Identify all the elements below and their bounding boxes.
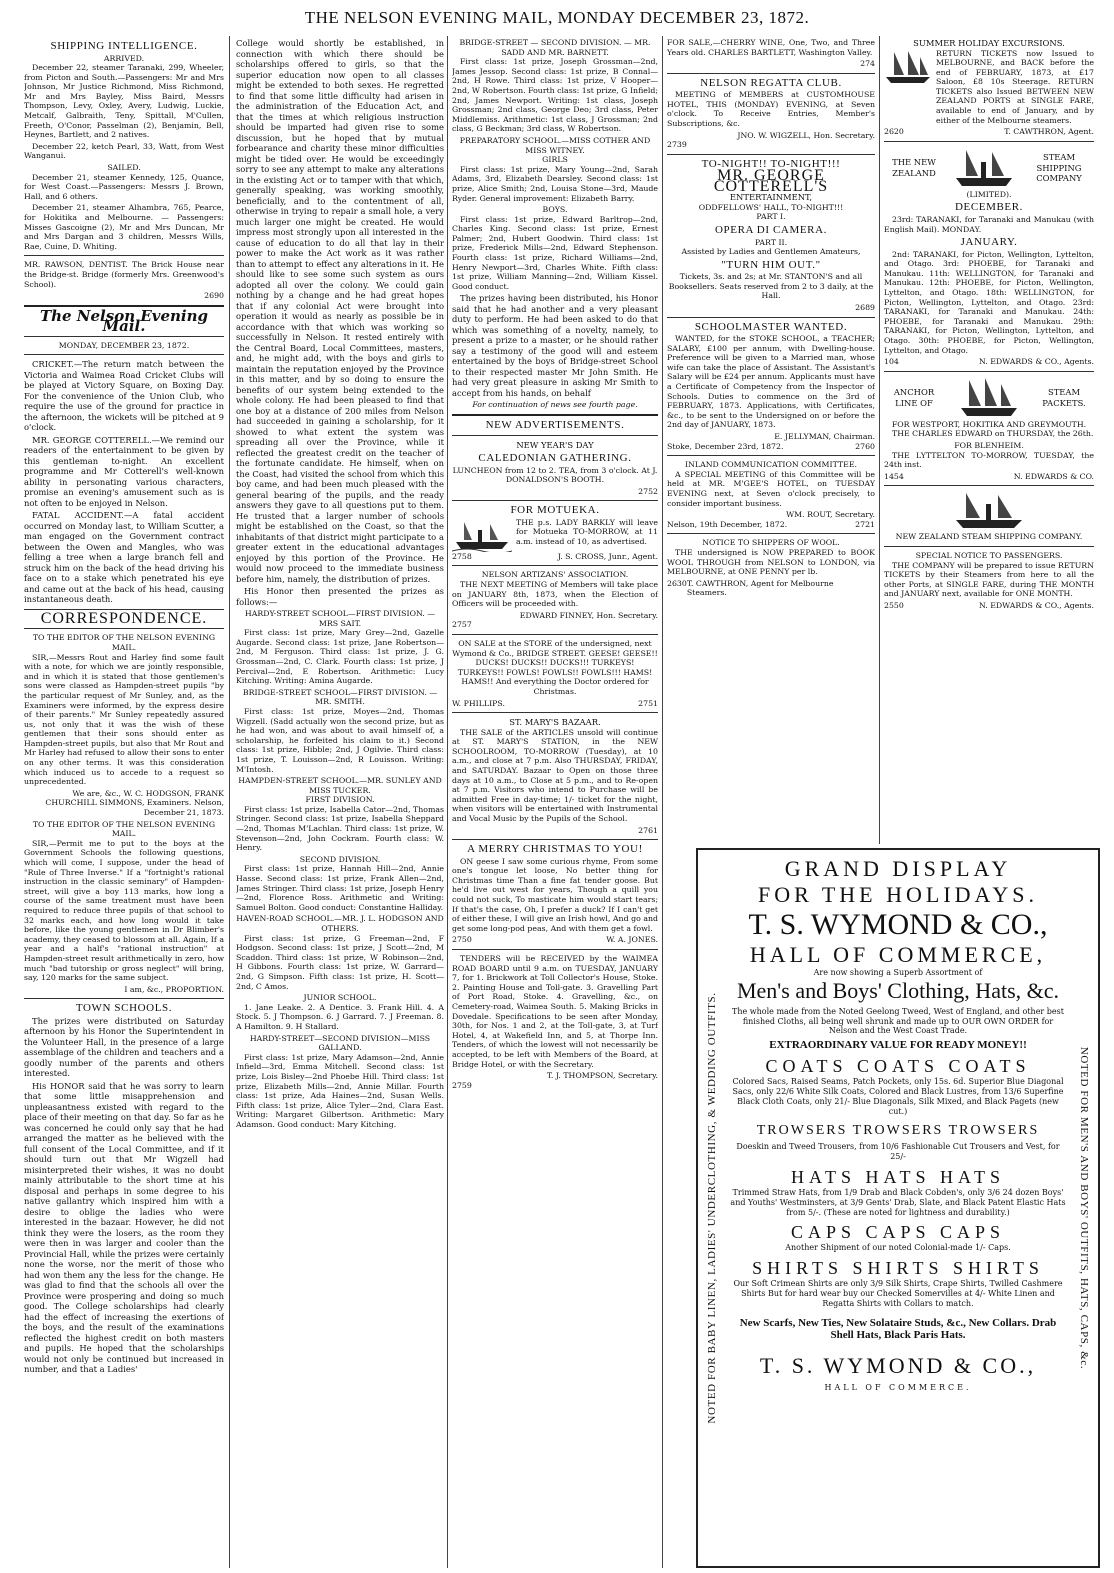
divider [667,317,875,318]
prep-heading: PREPARATORY SCHOOL.—MISS COTHER AND MISS WITNEY. [459,135,651,155]
geese-number: 2751 [638,698,658,708]
divider [667,455,875,456]
hardy-first-heading: HARDY-STREET SCHOOL—FIRST DIVISION. —MRS SAIT. [244,609,436,628]
wine-number: 274 [860,59,875,69]
regatta-signature: JNO. W. WIGZELL, Hon. Secretary. [737,130,875,140]
inland-heading: INLAND COMMUNICATION COMMITTEE. [684,460,857,470]
paper-logo: The Nelson Evening Mail. [39,306,209,336]
paper-date: MONDAY, DECEMBER 23, 1872. [58,340,190,350]
assisted-text: Assisted by Ladies and Gentlemen Amateurs, [681,247,861,257]
wool-signature: T. CAWTHRON, Agent for Melbourne Steamers. [686,578,834,598]
divider [24,336,224,337]
christmas-signature: W. A. JONES. [606,935,658,945]
prep-girls-label: GIRLS [542,155,568,165]
wymond-name: T. S. WYMOND & CO., [748,908,1048,941]
hats-list: Trimmed Straw Hats, from 1/9 Drab and Black Cobden's, only 3/6 24 dozen Boys' and Youths' Westminsters, at 3/9 Gents' Drab, Slate, and Black Patent Elastic Hats from 5/-. (These are noted for lightness and durability.) [730,1187,1066,1217]
coats-list: Colored Sacs, Raised Seams, Patch Pockets, only 15s. 6d. Superior Blue Diagonal Sacs, only 22/6 White Silk Coats, Colored and Black Lustres, from 13/6 Superfine Black Cloth Coats, only 21/- Blue Diagonals, Silk Mixed, and Black Pagets (new cut.) [732,1077,1064,1116]
column-rule [229,36,230,1568]
letter-2-address: TO THE EDITOR OF THE NELSON EVENING MAIL. [32,819,216,839]
town-schools-heading: TOWN SCHOOLS. [75,1002,173,1015]
motueka-number: 2758 [452,551,472,561]
schools-closing: The prizes having been distributed, his Honor said that he had another and a very pleasant duty to perform. He had been asked to do that which was something of a novelty, namely, to present a prize to a master, or he should rather say a testimony of the good will and esteem entertained by the boys of Bridge-street School to their respected master Mr John Smith. He had very great pleasure in asking Mr Smith to accept from his hands, on behalf [452,293,658,398]
hardy-first-list: First class: 1st prize, Mary Grey—2nd, Gazelle Augarde. Second class: 1st prize, Jane Robertson—2nd, M Ferguson. Third class: 1st prize, J. G. Grossman—2nd, C. Clark. Fourth class: 1st prize, J Percival—2nd, E Robertson. Arithmetic: Lucy Kitching. Writing: Amina Augarde. [236,628,444,686]
continuation-note: For continuation of news see fourth page. [472,400,638,410]
steamer-icon [452,518,512,552]
bridge-second-heading: BRIDGE-STREET — SECOND DIVISION. — MR. SADD AND MR. BARNETT. [459,38,651,57]
schools-paragraph-4: His Honor then presented the prizes as follows:— [236,586,444,607]
letter-2-signature: I am, &c., PROPORTION. [124,984,224,994]
january-sailings: 2nd: TARANAKI, for Picton, Wellington, Lyttelton, and Otago. 3rd: PHOEBE, for Taranaki and Manukau. 11th: WELLINGTON, for Taranaki and Manukau. 12th: PHOEBE, for Picton, Wellington, Lyttelton, and Otago. 18th: WELLINGTON, for Picton, Wellington, Lyttelton, and Otago. 23rd: TARANAKI, for Taranaki and Manukau. 24th: PHOEBE, for Taranaki and Manukau. 29th: TARANAKI, for Picton, Wellington, Lyttelton, and Otago. 30th: PHOEBE, for Picton, Wellington, Lyttelton, and Otago. [884,249,1094,355]
haven-list: First class: 1st prize, G Freeman—2nd, F Hodgson. Second class: 1st prize, J Scott—2nd, M Scaddon. Third class: 1st prize, W Robinson—2nd, H Gibbons. Fourth class: 1st prize, W. Garrard—2nd, G Simpson. Fifth class: 1st prize, H. Scott—2nd, C Amos. [236,933,444,991]
bazaar-number: 2761 [638,825,658,835]
nz-number: 104 [884,357,899,367]
column-1 [24,38,224,1568]
steamship-icon [954,146,1014,190]
divider [884,371,1094,372]
bridge-second-list: First class: 1st prize, Joseph Grossman—2nd, James Jessop. Second class: 1st prize, B Connal—2nd, H Rowe. Third class: 1st prize, V Hooper—2nd, W Robertson. Fourth class: 1st prize, G Infield; 2nd, James Newport. Writing: 1st class, Joseph Grossman; 2nd class, George Deo; 3rd class, Peter Middlemiss. Arithmetic: 1st class, J Grossman; 2nd class, G Beckman; 3rd class, W Robertson. [452,57,658,134]
artizans-signature: EDWARD FINNEY, Hon. Secretary. [519,610,658,620]
shipping-heading: SHIPPING INTELLIGENCE. [50,40,198,52]
showing-text: Are now showing a Superb Assortment of [813,968,983,977]
nz-company-left: THE NEW ZEALAND [892,157,936,178]
december-heading: DECEMBER. [954,201,1024,214]
motueka-signature: J. S. CROSS, Junr., Agent. [557,551,658,561]
hardy-second-heading: HARDY-STREET—SECOND DIVISION—MISS GALLAND. [249,1033,431,1053]
column-2 [236,38,444,1568]
hampden-first-division: FIRST DIVISION. [305,795,375,805]
right-vertical-text: NOTED FOR MEN'S AND BOYS' OUTFITS, HATS, CAPS, &c. [1078,1046,1090,1370]
divider [452,414,658,416]
schoolmaster-heading: SCHOOLMASTER WANTED. [694,320,848,333]
special-heading: SPECIAL NOTICE TO PASSENGERS. [915,550,1063,560]
packet-ship-icon [959,376,1019,420]
geese-ad: ON SALE at the STORE of the undersigned, next Wymond & Co., BRIDGE STREET. GEESE! GEESE!! DUCKS! DUCKS!! DUCKS!!! TURKEYS! TURKEYS!! FOWLS! FOWLS!! FOWLS!!! HAMS! HAMS!! And everything the Doctor ordered for Christmas. [452,638,658,696]
wool-text: THE undersigned is NOW PREPARED to BOOK WOOL THROUGH from NELSON to LONDON, via MELBOURNE, at ONE PENNY per lb. [667,547,875,577]
divider [452,839,658,840]
part-1: PART I. [756,212,786,222]
caledonian-number: 2752 [638,486,658,496]
christmas-poem: ON geese I saw some curious rhyme, From some one's tongue let loose, No better thing for Christmas time Than a fine fat tender goose. But he'd live out west for years, Though a quill you could not suck, To masticate him would start tears; If that's the case, Oh, I prefer a duck? If I can't get of either these, I will give an Irish howl, And go and get some long-pod peas, And with them get a fowl. [452,856,658,933]
anchor-right: STEAM PACKETS. [1042,387,1086,408]
special-text: THE COMPANY will be prepared to issue RETURN TICKETS by their Steamers from here to all the other Ports, at SINGLE FARE, during THE MONTH and JANUARY next, available for ONE MONTH. [884,560,1094,599]
anchor-number: 1454 [884,471,904,481]
artizans-text: THE NEXT MEETING of Members will take place on JANUARY 8th, 1873, when the Election of Officers will be proceeded with. [452,580,658,609]
divider [667,533,875,534]
nz-company-right: STEAM SHIPPING COMPANY [1036,152,1082,184]
column-rule [879,36,880,844]
sailed-text-2: December 21, steamer Alhambra, 765, Pearce, for Hokitika and Melbourne. — Passengers: Misses Gascoigne (2), Mr and Mrs Duncan, Mr and Mrs Dargan and 3 children, Messrs Wills, Rae, Cuine, D. Whiting. [24,203,224,251]
arrived-label: ARRIVED. [103,53,145,63]
column-5 [884,38,1094,846]
new-years-day: NEW YEAR'S DAY [516,439,594,450]
divider [24,998,224,999]
nz-signature: N. EDWARDS & CO., Agents. [978,357,1094,367]
divider [667,154,875,155]
junior-list: 1. Jane Leake. 2. A Dentice. 3. Frank Hill. 4. A Stock. 5. J Thompson. 6. J Garrard. 7. J Freeman. 8. A Hamilton. 9. H Stallard. [236,1002,444,1031]
column-3 [452,38,658,1568]
divider [24,255,224,256]
hardy-second-list: First class: 1st prize, Mary Adamson—2nd, Annie Infield—3rd, Emma Mitchell. Second class: 1st prize, Lois Bisley—2nd Phoebe Hill. Third class: 1st prize, Elizabeth Mills—2nd, Annie Millar. Fourth class: 1st prize, Ada Haines—2nd, Susan Wells. Fifth class: 1st prize, Alice Tyler—2nd, Clara East. Writing: Margaret Gilbertson. Arithmetic: Mary Adamson. Good conduct: Mary Kitching. [236,1052,444,1129]
summer-heading: SUMMER HOLIDAY EXCURSIONS. [913,38,1065,48]
divider [452,634,658,635]
caledonian-text: LUNCHEON from 12 to 2. TEA, from 3 o'clock. At J. DONALDSON'S BOOTH. [452,465,658,485]
column-rule [447,36,448,1568]
cotterell-entertainment: ENTERTAINMENT, [729,192,813,203]
divider [452,500,658,501]
sailing-ship-icon [884,49,932,87]
divider [452,565,658,566]
artizans-heading: NELSON ARTIZANS' ASSOCIATION. [481,570,629,580]
ad-body [728,850,1068,1566]
letter-1-body: SIR,—Messrs Rout and Harley find some fault with a note, for which we are jointly responsible, and in which it is stated that those gentlemen's sons were classed as Hampden-street pupils "by the particular request of Mr Sunley, and, as the Examiners were informed, by the express desire of their parents." Mr Sunley repeatedly assured us, not only that it was the wish of these gentlemen that their sons should enter as Hampden-street pupils, but also that Mr Rout and Mr Harley had refused to allow their sons to enter on any other terms. It was this consideration which induced us to accede to a request so unprecedented. [24,652,224,787]
blenheim-heading: FOR BLENHEIM. [954,440,1024,450]
dentist-number: 2690 [204,291,224,301]
january-heading: JANUARY. [960,236,1018,249]
schoolmaster-text: WANTED, for the STOKE SCHOOL, a TEACHER; SALARY, £100 per annum, with Dwelling-house. Preference will be given to a Married man, whose wife can take the place of Assistant. The Assistant's Salary will be £24 per annum. Applicants must have a Certificate of Competency from the Inspector of Schools. Duties to commence on the 3rd of FEBRUARY, 1873. Applications, with Certificates, &c., to be sent to the Undersigned on or before the 2nd day of JANUARY, 1873. [667,334,875,430]
coats-heading: COATS COATS COATS [765,1056,1031,1077]
shirts-heading: SHIRTS SHIRTS SHIRTS [752,1258,1044,1279]
hampden-second-division: SECOND DIVISION. [299,854,381,864]
divider [452,435,658,436]
footer-name: T. S. WYMOND & CO., [759,1352,1037,1378]
divider [24,628,224,629]
charles-edward: THE CHARLES EDWARD on THURSDAY, the 26th. [892,429,1094,439]
divider [884,546,1094,547]
for-the-holidays: FOR THE HOLIDAYS. [757,882,1039,907]
right-vertical-band [1070,850,1098,1566]
news-accident: FATAL ACCIDENT.—A fatal accident occurred on Monday last, to William Scutter, a man engaged on the Government contract between the Owen and Mangles, who was felling a tree when a large branch fell and struck him on the back of the head driving his face on to a stake which penetrated his eye and came out at the back of his head, causing instantaneous death. [24,510,224,605]
cotterell-heading: MR. GEORGE COTTERELL'S [713,167,829,195]
prep-boys-list: First class: 1st prize, Edward Barltrop—2nd, Charles King. Second class: 1st prize, Ernest Palmer; 2nd, Hubert Goodwin. Third class: 1st prize, Frederick Mills—2nd, Edward Stephenson. Fourth class: 1st prize, Richard Williams—2nd, Henry Newport—3rd, Charles White. Fifth class: 1st prize, William Manning—2nd, William Kissel. Good conduct. [452,214,658,291]
regatta-heading: NELSON REGATTA CLUB. [700,76,842,89]
footer-hall: HALL OF COMMERCE. [824,1382,972,1392]
tender-number: 2759 [452,1080,472,1090]
summer-signature: T. CAWTHRON, Agent. [1004,127,1094,137]
wool-number: 2630 [667,578,687,588]
left-vertical-band [698,850,726,1566]
junior-heading: JUNIOR SCHOOL. [303,993,377,1003]
value-banner: EXTRAORDINARY VALUE FOR READY MONEY!! [769,1039,1027,1052]
letter-1-address: TO THE EDITOR OF THE NELSON EVENING MAIL. [32,633,216,652]
hampden-second-list: First class: 1st prize, Hannah Hill—2nd, Annie Hasse. Second class: 1st prize, Frank Allen—2nd, James Stringer. Third class: 1st prize, Joseph Henry—2nd, Florence Ross. Arithmetic and Writing: Samuel Bolton. Good conduct: Constantine Halliday. [236,864,444,912]
schools-paragraph-2: His HONOR said that he was sorry to learn that some little misapprehension and unpleasantness existed with regard to the place of their meeting on that day. So far as he was concerned he could only say that he had arranged the matter as he believed with the full consent of the Local Committee, and if it should turn out that Mr Wigzell had misinterpreted their wishes, it was no doubt mainly attributable to the short time at his disposal and perhaps in some degree to his native gallantry which inspired him with a desire to oblige the ladies who were interested in the bazaar. However, he did not think they were the losers, as the room they were then in was larger and cooler than the Provincial Hall, while the prizes were certainly none the worse, nor the merit of those who had won them any the less for the change. He was glad to find that the schools all over the Province were prospering and doing so much good. The College scholarships had clearly had the effect of increasing the exertions of the boys, and the result of the examinations reflected the highest credit on both masters and pupils. He hoped that the scholarships would not only be continued but increased in number, and that a Ladies' [24,1080,224,1375]
column-4 [667,38,875,846]
news-cricket: CRICKET.—The return match between the Victoria and Waimea Road Cricket Clubs will be played at Victory Square, on Boxing Day. For the convenience of the Union Club, who require the use of the ground for practice in the afternoon, the wickets will be pitched at 9 o'clock. [24,359,224,433]
divider [452,712,658,713]
news-cotterell: MR. GEORGE COTTERELL.—We remind our readers of the entertainment to be given by this gentleman to-night. An excellent programme and Mr Cotterell's well-known ability in personating various characters, promise an evening's amusement such as is not often to be enjoyed in Nelson. [24,434,224,508]
arrived-text: December 22, steamer Taranaki, 299, Wheeler, from Picton and South.—Passengers: Mr and Mrs Johnson, Mr Justice Richmond, Miss Richmond, Mr and Mrs Bayley, Miss Baird, Messrs Thompson, Levy, Oxley, Avery, Ludwig, Luckie, Metcalf, Galbraith, Teny, Spittall, M'Cullen, Freeth, O'Conor, Passelman (2), Benjamin, Bell, Heynes, Bartlett, and 2 natives. [24,63,224,140]
turn-him-out: "TURN HIM OUT." [721,258,821,271]
hats-heading: HATS HATS HATS [790,1166,1006,1187]
caps-heading: CAPS CAPS CAPS [790,1222,1006,1243]
caledonian-heading: CALEDONIAN GATHERING. [478,452,632,465]
special-signature: N. EDWARDS & CO., Agents. [978,600,1094,610]
nzs-heading: NEW ZEALAND STEAM SHIPPING COMPANY. [895,532,1083,542]
schoolmaster-signature: E. JELLYMAN, Chairman. [774,432,875,442]
left-vertical-text: NOTED FOR BABY LINEN, LADIES' UNDERCLOTHING, & WEDDING OUTFITS. [706,992,718,1424]
motueka-text: THE p.s. LADY BARKLY will leave for Motueka TO-MORROW, at 11 a.m. instead of 10, as advertised. [516,517,658,546]
schools-paragraph-1: The prizes were distributed on Saturday afternoon by his Honor the Superintendent in the Volunteer Hall, in the presence of a large assemblage of the children and teachers and a goodly number of the parents and others interested. [24,1015,224,1079]
correspondence-heading: CORRESPONDENCE. [40,609,208,627]
anchor-signature: N. EDWARDS & CO. [1013,471,1094,481]
inland-date: Nelson, 19th December, 1872. [667,519,788,529]
new-ads-heading: NEW ADVERTISEMENTS. [485,419,625,432]
grand-display: GRAND DISPLAY [784,856,1012,881]
hampden-heading: HAMPDEN-STREET SCHOOL.—MR. SUNLEY AND MISS TUCKER. [238,776,442,795]
bridge-first-heading: BRIDGE-STREET SCHOOL—FIRST DIVISION. —MR. SMITH. [242,687,438,707]
shirts-list: Our Soft Crimean Shirts are only 3/9 Silk Shirts, Crape Shirts, Twilled Cashmere Shirts But for hard wear buy our Checked Somervilles at 4/- White Linen and Regatta Shirts with Collars to match. [733,1279,1063,1308]
schoolmaster-date: Stoke, December 23rd, 1872. [667,441,784,451]
artizans-number: 2757 [452,620,472,630]
hampden-first-list: First class: 1st prize, Isabella Cator—2nd, Thomas Stringer. Second class: 1st prize, Isabella Sheppard—2nd, Thomas M'Lachlan. Third class: 1st prize, W. Stevenson—2nd, John Cockram. Fourth class: W. Henry. [236,804,444,853]
trowsers-heading: TROWSERS TROWSERS TROWSERS [756,1123,1040,1139]
prep-boys-label: BOYS. [542,205,568,215]
tonight-banner: TO-NIGHT!! TO-NIGHT!!! [701,157,841,170]
prep-girls-list: First class: 1st prize, Mary Young—2nd, Sarah Adams, 3rd, Elizabeth Dearsley. Second class: 1st prize, Alice Smith; 2nd, Louisa Stone—3rd, Maude Ryder. General improvement: Elizabeth Barry. [452,164,658,203]
divider [24,354,224,355]
wymond-advertisement [696,848,1100,1568]
divider [884,485,1094,486]
cotterell-hall: ODDFELLOWS' HALL, TO-NIGHT!!! [698,202,844,212]
caps-text: Another Shipment of our noted Colonial-made 1/- Caps. [785,1243,1011,1253]
bazaar-text: THE SALE of the ARTICLES unsold will continue at ST. MARY'S STATION, in the NEW SCHOOLROOM, TO-MORROW (Tuesday), at 10 a.m., and close at 7 p.m. Also THURSDAY, FRIDAY, and SATURDAY. Bazaar to Open on those three days at 10 a.m., to Close at 5 p.m., and to Re-open at 7 p.m. Visitors who intend to Purchase will be admitted Free in day-time; 1/- ticket for the night, when visitors will be entertained with Instrumental and Vocal Music by the Pupils of the School. [452,727,658,823]
masthead: THE NELSON EVENING MAIL, MONDAY DECEMBER 23, 1872. [304,8,810,27]
geese-signature: W. PHILLIPS. [452,698,505,708]
inland-number: 2721 [855,519,875,529]
dentist-ad: MR. RAWSON, DENTIST. The Brick House near the Bridge-st. Bridge (formerly Mrs. Greenwood's School). [24,260,224,289]
tender-signature: T. J. THOMPSON, Secretary. [546,1071,658,1081]
haven-heading: HAVEN-ROAD SCHOOL.—MR. J. L. HODGSON AND OTHERS. [236,914,444,933]
christmas-number: 2750 [452,935,472,945]
part-2: PART II. [754,237,788,247]
sailed-label: SAILED. [107,163,141,173]
anchor-left: ANCHOR LINE OF [893,387,935,408]
scarfs-text: New Scarfs, New Ties, New Solataire Studs, &c., New Collars. Drab Shell Hats, Black Paris Hats. [739,1316,1057,1341]
divider [452,949,658,950]
trowsers-list: Doeskin and Tweed Trousers, from 10/6 Fashionable Cut Trousers and Vest, for 25/- [736,1142,1060,1162]
bazaar-heading: ST. MARY'S BAZAAR. [509,717,601,728]
christmas-heading: A MERRY CHRISTMAS TO YOU! [467,843,643,856]
column-rule [662,36,663,1568]
letter-2-body: SIR,—Permit me to put to the boys at the Government Schools the following questions, which will come, I suppose, under the head of "Rule of Three Inverse." If a "fortnight's rational instruction in the classic seminary" of Hampden-street, will give a boy 113 marks, how long a course of the same treatment must have been required to reduce three pupils of that school to 32 marks each, and how long would it take before, like the young gentlemen in Dr Blimber's academy, they ceased to blossom at all. Again, If a year and a half's "rational instruction" at Hampden-street result arithmetically in zero, how much "bad tutorship or gross neglect" will bring, say, 120 marks for the same subject. [24,838,224,983]
regatta-text: MEETING of MEMBERS at CUSTOMHOUSE HOTEL, THIS (MONDAY) EVENING, at Seven o'clock. To Receive Entries, Member's Subscriptions, &c. [667,90,875,129]
letter-1-signature: We are, &c., W. C. HODGSON, FRANK CHURCHILL SIMMONS, Examiners. Nelson, December 21, 1873. [45,788,224,818]
inland-signature: WM. ROUT, Secretary. [786,510,875,520]
divider [884,141,1094,142]
divider [667,73,875,74]
sailed-text: December 21, steamer Kennedy, 125, Quance, for West Coast.—Passengers: Messrs J. Brown, Hall, and 6 others. [24,172,224,201]
schoolmaster-number: 2760 [855,441,875,451]
summer-text: RETURN TICKETS now Issued to MELBOURNE, and BACK before the end of FEBRUARY, 1873, at £17 Saloon, £8 10s Steerage. RETURN TICKETS also Issued BETWEEN NEW ZEALAND PORTS at SINGLE FARE, available to end of January, and by either of the Melbourne steamers. [936,48,1094,125]
hall-of-commerce: HALL OF COMMERCE, [749,942,1047,967]
wool-heading: NOTICE TO SHIPPERS OF WOOL. [702,538,840,548]
company-ship-icon [954,490,1024,530]
special-number: 2550 [884,600,904,610]
nz-limited: (LIMITED). [966,189,1012,199]
inland-text: A SPECIAL MEETING of this Committee will be held at MR. M'GEE'S HOTEL, on TUESDAY EVENING next, at Seven o'clock precisely, to consider important business. [667,469,875,508]
summer-number: 2620 [884,127,904,137]
bridge-first-list: First class: 1st prize, Moyes—2nd, Thomas Wigzell. (Sadd actually won the second prize, but as he had won, and was about to avail himself of, a scholarship, he forfeited his claim to it.) Second class: 1st prize, Hibble; 2nd, J Ogilvie. Third class: 1st prize, T. Louisson—2nd, R Louisson. Writing: M'Intosh. [236,706,444,774]
tickets-text: Tickets, 3s. and 2s; at Mr. STANTON'S and all Booksellers. Seats reserved from 2 to 3 daily, at the Hall. [668,272,874,301]
tweed-text: The whole made from the Noted Geelong Tweed, West of England, and other best finished Cloths, all being well shrunk and made up to OUR OWN ORDER for Nelson and the West Coast Trade. [732,1006,1064,1036]
motueka-heading: FOR MOTUEKA. [510,504,600,517]
december-sailings: 23rd: TARANAKI, for Taranaki and Manukau (with English Mail). MONDAY. [884,214,1094,234]
clothing-heading: Men's and Boys' Clothing, Hats, &c. [736,977,1060,1003]
opera-title: OPERA DI CAMERA. [715,224,827,237]
wine-ad: FOR SALE,—CHERRY WINE, One, Two, and Three Years old. CHARLES BARTLETT, Washington Valley. [667,38,875,57]
tender-text: TENDERS will be RECEIVED by the WAIMEA ROAD BOARD until 9 a.m. on TUESDAY, JANUARY 7, for 1. Brickwork at Toll Collector's House, Stoke. 2. Painting House and Toll-gate. 3. Gravelling Part of Port Road, Stoke. 4. Gravelling, &c., on Cemetery-road, Waimea South. 5. Making Bricks in Dovedale. Specifications to be seen after Monday, 30th, for Nos. 1 and 2, at the Toll-gate, 3, at Turf Hotel, 4, at Wakefield Inn, and 5, at Thorpe Inn. Tenders, of which the lowest will not necessarily be accepted, to be left with Members of the Board, at Bridge Hotel, or with the Secretary. [452,954,658,1069]
schools-paragraph-3: College would shortly be established, in connection with which there should be scholarships offered to girls, so that the superior education now open to all classes might be extended to both sexes. He regretted to find that some little difficulty had arisen in the administration of the Education Act, and that the times at which religious instruction should be imparted had given rise to some discussion, but he hoped that by mutual forbearance and charity these minor difficulties might be tided over. He would be exceedingly sorry to see any attempt to make any alterations in the existing Act or to tamper with that which, generally speaking, was working smoothly, beneficially, and to the contentment of all, otherwise in trying to repair a small hole, a very much larger one might be created. He would impress most strongly upon all interested in the cause of education to do all that lay in their power to make the Act work as it was rather than to attempt to effect any alterations in it. He should like to see some such system as ours adopted all over the colony. We could gain nothing by a change and he had great hopes that if any colonial Act were brought into operation it would as nearly as possible be in accordance with that which was working so successfully in Nelson. It rested entirely with the Central Board, Local Committees, masters, and, he might add, with the boys and girls to maintain the reputation enjoyed by the Province in this matter, and by so doing to ensure the benefits of our system being extended to the whole colony. He had been pleased to find that one boy at a distance of 200 miles from Nelson had succeeded in gaining a scholarship, for it showed to what extent the system was spreading all over the Province, while it reflected the greatest credit on the teacher of the fortunate candidate. He himself, when on the Coast, had visited the school from which this boy came, and had been much pleased with the general bearing of the pupils, and the ready answers they gave to all questions put to them. He trusted that a larger number of schools might be established on the Coast, so that the inhabitants of that district might participate to a greater extent in the educational advantages enjoyed by this portion of the Province. He would now proceed to the immediate business before him, namely, the distribution of prizes. [236,38,444,584]
anchor-destinations: FOR WESTPORT, HOKITIKA AND GREYMOUTH. [891,419,1087,429]
lyttelton: THE LYTTELTON TO-MORROW, TUESDAY, the 24th inst. [884,450,1094,470]
regatta-number: 2739 [667,140,687,150]
arrived-text-2: December 22, ketch Pearl, 33, Watt, from West Wanganui. [24,141,224,161]
tickets-number: 2689 [855,303,875,312]
